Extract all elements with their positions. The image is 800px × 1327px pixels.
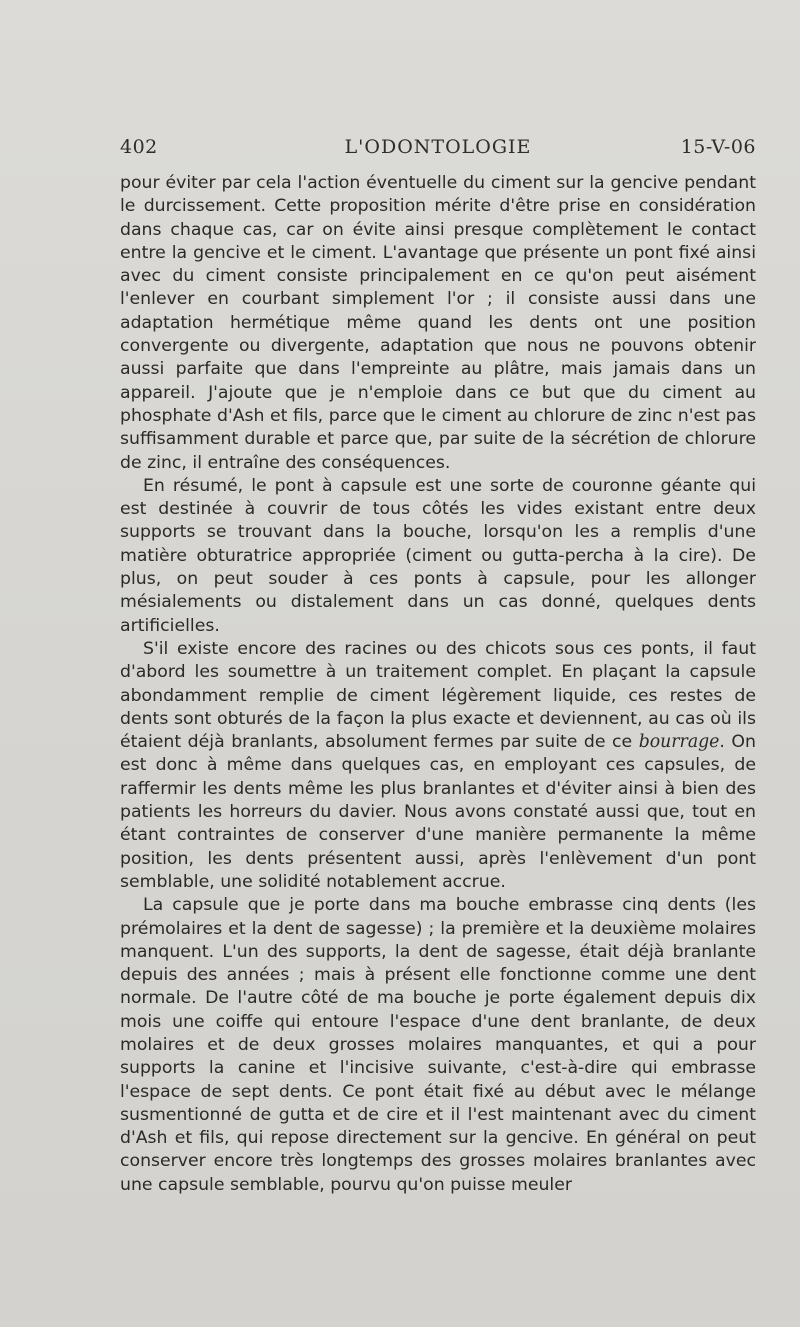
page-header bbox=[120, 136, 756, 166]
italic-term: bourrage bbox=[638, 732, 720, 753]
journal-title: L'ODONTOLOGIE bbox=[344, 136, 532, 158]
paragraph-3 bbox=[120, 638, 756, 894]
paragraph-4: La capsule que je porte dans ma bouche embrasse cinq dents (les prémolaires et la dent de sagesse) ; la première et la deuxième molaires manquent. L'un des supports, la dent de sagesse, était déjà branlante depuis des années ; mais à présent elle fonctionne comme une dent normale. De l'autre côté de ma bouche je porte également depuis dix mois une coiffe qui entoure l'espace d'une dent branlante, de deux molaires et de deux grosses molaires manquantes, et qui a pour supports la canine et l'incisive suivante, c'est-à-dire qui embrasse l'espace de sept dents. Ce pont était fixé au début avec le mélange susmentionné de gutta et de cire et il l'est maintenant avec du ciment d'Ash et fils, qui repose directement sur la gencive. En général on peut conserver encore très longtemps des grosses molaires branlantes avec une capsule semblable, pourvu qu'on puisse meuler bbox=[120, 895, 756, 1195]
paragraph-1: pour éviter par cela l'action éventuelle du ciment sur la gencive pendant le durcissement. Cette proposition mérite d'être prise en considération dans chaque cas, car on évite ainsi presque complètement le contact entre la gencive et le ciment. L'avantage que présente un pont fixé ainsi avec du ciment consiste principalement en ce qu'on peut aisément l'enlever en courbant simplement l'or ; il consiste aussi dans une adaptation hermétique même quand les dents ont une position convergente ou divergente, adaptation que nous ne pouvons obtenir aussi parfaite que dans l'empreinte au plâtre, mais jamais dans un appareil. J'ajoute que je n'emploie dans ce but que du ciment au phosphate d'Ash et fils, parce que le ciment au chlorure de zinc n'est pas suffisamment durable et parce que, par suite de la sécrétion de chlorure de zinc, il entraîne des conséquences. bbox=[120, 173, 756, 473]
body-text bbox=[120, 172, 756, 1197]
issue-date: 15-V-06 bbox=[680, 136, 756, 158]
paragraph-2: En résumé, le pont à capsule est une sorte de couronne géante qui est destinée à couvrir de tous côtés les vides existant entre deux supports se trouvant dans la bouche, lorsqu'on les a remplis d'une matière obturatrice appropriée (ciment ou gutta-percha à la cire). De plus, on peut souder à ces ponts à capsule, pour les allonger mésialements ou distalement dans un cas donné, quelques dents artificielles. bbox=[120, 475, 756, 636]
paragraph-3-text-before: S'il existe encore des racines ou des chicots sous ces ponts, il faut d'abord les soumettre à un traitement complet. En plaçant la capsule abondamment remplie de ciment légèrement liquide, ces restes de dents sont obturés de la façon la plus exacte et deviennent, au cas où ils étaient déjà branlants, absolument fermes par suite de ce bbox=[120, 638, 756, 753]
page-number: 402 bbox=[120, 136, 158, 158]
paragraph-3-text-after: . On est donc à même dans quelques cas, en employant ces capsules, de raffermir les dents même les plus branlantes et d'éviter ainsi à bien des patients les horreurs du davier. Nous avons constaté aussi que, tout en étant contraintes de conserver d'une manière permanente la même position, les dents présentent aussi, après l'enlèvement d'un pont semblable, une solidité notablement accrue. bbox=[120, 732, 756, 892]
